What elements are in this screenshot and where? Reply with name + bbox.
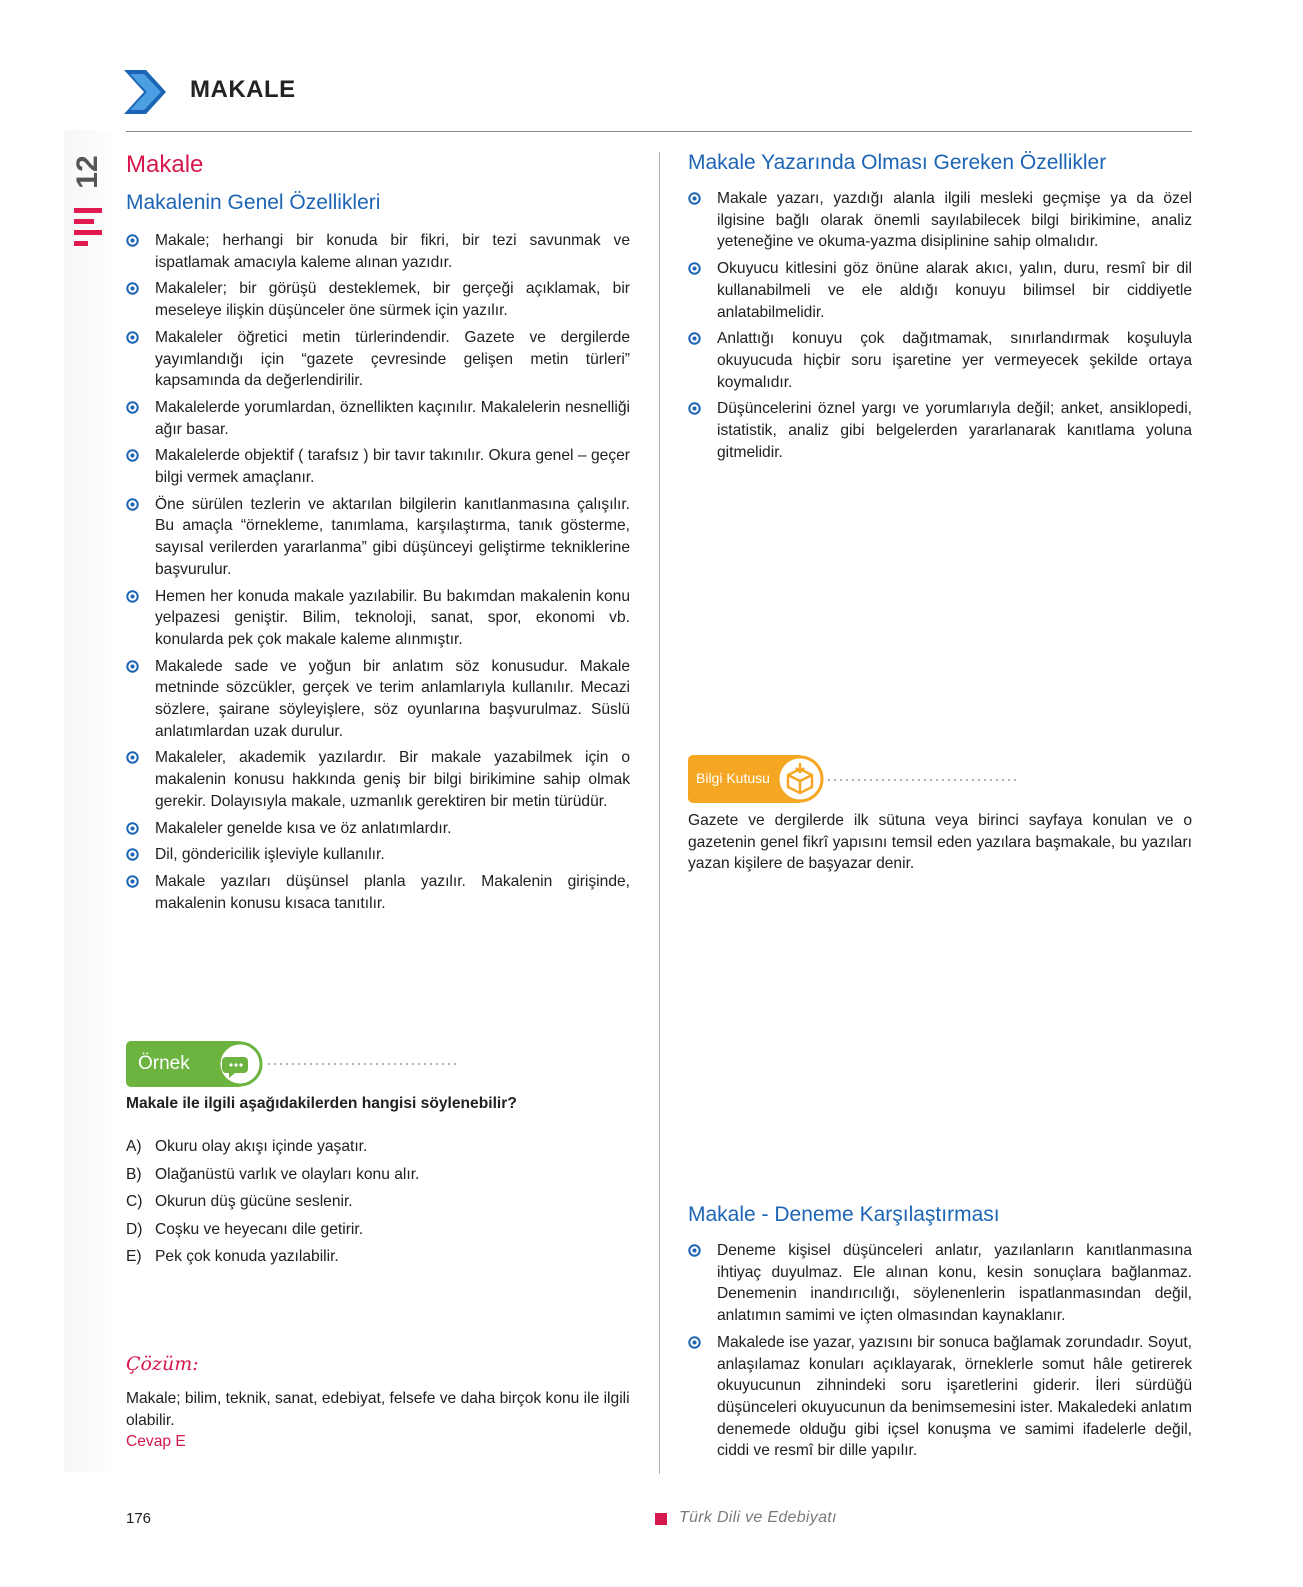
list-item [688,1332,1192,1462]
section-subheading: Makalenin Genel Özellikleri [126,191,381,214]
bullet-icon [688,332,701,345]
solution-label: Çözüm: [126,1353,199,1375]
option-letter: A) [126,1138,142,1155]
answer-option [126,1133,419,1161]
option-letter: E) [126,1248,142,1265]
list-item [126,656,630,743]
bullet-icon [688,1336,701,1349]
list-item-text: Deneme kişisel düşünceleri anlatır, yazılanların kanıtlanmasına ihtiyaç duyulmaz. Ele alınan konu, kesin sonuçlara bağlanmaz. Denemenin inandırıcılığı, söylenenlerin ispatlanmasından değil, anlatımın samimi ve içten olmasından kaynaklanır. [717,1242,1192,1325]
grade-tab [68,150,108,260]
list-item [126,871,630,914]
list-item [126,844,630,866]
list-item [688,328,1192,393]
left-column [126,148,630,919]
list-item-text: Hemen her konuda makale yazılabilir. Bu bakımdan makalenin konu yelpazesi geniştir. Bilim, teknoloji, sanat, spor, ekonomi vb. konularda pek çok makale kaleme alınmıştır. [155,587,630,648]
list-item [126,586,630,651]
list-item-text: Makaleler, akademik yazılardır. Bir makale yazabilmek için o makalenin konusu hakkında geniş bir bilgi birikimine sahip olmak gerekir. Dolayısıyla makale, uzmanlık gerektiren bir metin türüdür. [155,749,630,810]
dotted-line [266,1063,456,1065]
answer-option [126,1161,419,1189]
answer-option [126,1188,419,1216]
list-item [126,747,630,812]
bullet-icon [126,848,139,861]
bullet-icon [126,498,139,511]
comparison-section [688,1200,1192,1467]
list-item [688,1240,1192,1327]
list-item [688,188,1192,253]
option-text: Okuru olay akışı içinde yaşatır. [155,1138,368,1155]
bullet-icon [126,751,139,764]
side-strip [64,130,112,1472]
grade-bars [74,208,102,252]
list-item-text: Düşüncelerini öznel yargı ve yorumlarıyla değil; anket, ansiklopedi, istatistik, analiz gibi belgelerden yararlanarak kanıtlama yoluna gitmelidir. [717,400,1192,461]
list-item-text: Makaleler; bir görüşü desteklemek, bir gerçeği açıklamak, bir meseleye ilişkin düşünceler öne sürmek için yazılır. [155,280,630,320]
bullet-icon [126,590,139,603]
list-item [126,278,630,321]
list-item-text: Okuyucu kitlesini göz önüne alarak akıcı, yalın, duru, resmî bir dil kullanabilmeli ve ele aldığı konuyu bilimsel bir ciddiyetle anlatabilmelidir. [717,260,1192,321]
list-item-text: Makaleler öğretici metin türlerindendir. Gazete ve dergilerde yayımlandığı için “gazete çevresinde gelişen metin türleri” kapsamında da değerlendirilir. [155,328,630,390]
list-item-text: Makale yazıları düşünsel planla yazılır. Makalenin girişinde, makalenin konusu kısaca tanıtılır. [155,872,630,912]
author-features-list [688,188,1192,463]
bullet-icon [126,875,139,888]
bullet-icon [126,449,139,462]
grade-number: 12 [71,155,104,189]
general-features-list [126,230,630,914]
bullet-icon [126,660,139,673]
option-text: Coşku ve heyecanı dile getirir. [155,1220,364,1238]
list-item [126,397,630,440]
solution-text: Makale; bilim, teknik, sanat, edebiyat, felsefe ve daha birçok konu ile ilgili olabilir. [126,1390,630,1429]
comparison-list [688,1240,1192,1462]
bullet-icon [126,234,139,247]
bullet-icon [688,1244,701,1257]
section-heading-comparison: Makale - Deneme Karşılaştırması [688,1203,1000,1226]
right-column [688,148,1192,468]
list-item-text: Makalede sade ve yoğun bir anlatım söz konusudur. Makale metninde sözcükler, gerçek ve terim anlamlarıyla kullanılır. Mecazi sözlere, şairane söyleyişlere, söz oyunlarına başvurulmaz. Süslü anlatımlardan uzak durulur. [155,657,630,740]
list-item-text: Makalede ise yazar, yazısını bir sonuca bağlamak zorundadır. Soyut, anlaşılamaz konuları açıklayarak, örneklerle somut hâle getirerek okuyucunun zihnindeki soru işaretlerini giderir. İleri sürdüğü düşünceleri okuyucunun da benimsemesini ister. Makaledeki anlatım denemede olduğu gibi içsel konuşma ve samimi ifadelerle değil, ciddi ve resmî bir dille yapılır. [717,1333,1192,1460]
list-item-text: Makaleler genelde kısa ve öz anlatımlardır. [155,819,452,837]
book-title: Türk Dili ve Edebiyatı [679,1509,837,1526]
example-label: Örnek [138,1053,190,1074]
list-item [688,258,1192,323]
info-box-label: Bilgi Kutusu [696,770,770,786]
option-text: Olağanüstü varlık ve olayları konu alır. [155,1165,420,1183]
bullet-icon [126,401,139,414]
list-item [126,230,630,273]
list-item-text: Makalelerde yorumlardan, öznellikten kaçınılır. Makalelerin nesnelliği ağır basar. [155,398,630,438]
list-item [126,818,630,840]
list-item [688,398,1192,463]
option-letter: C) [126,1193,143,1210]
answer-options [126,1133,419,1271]
answer-option [126,1216,419,1244]
option-letter: D) [126,1220,143,1238]
option-text: Pek çok konuda yazılabilir. [155,1248,339,1265]
list-item [126,445,630,488]
list-item [126,327,630,392]
list-item-text: Makalelerde objektif ( tarafsız ) bir tavır takınılır. Okura genel – geçer bilgi vermek amaçlanır. [155,447,630,487]
list-item-text: Dil, göndericilik işleviyle kullanılır. [155,846,385,864]
solution-body [126,1388,634,1453]
list-item-text: Makale yazarı, yazdığı alanla ilgili mesleki geçmişe ya da özel ilgisine bağlı olarak önemli sayılabilecek bilgi birikimine, analiz yeteneğine ve okuma-yazma disiplinine sahip olmalıdır. [717,190,1192,251]
option-text: Okurun düş gücüne seslenir. [155,1193,353,1210]
list-item [126,494,630,581]
column-divider [659,152,660,1474]
answer-text: Cevap E [126,1433,186,1451]
page-number: 176 [126,1510,152,1527]
info-box-text: Gazete ve dergilerde ilk sütuna veya birinci sayfaya konulan ve o gazetenin genel fikrî yapısını temsil eden yazılara başmakale, bu yazıları yazan kişilere de başyazar denir. [688,812,1192,873]
bullet-icon [126,822,139,835]
list-item-text: Öne sürülen tezlerin ve aktarılan bilgilerin kanıtlanmasına çalışılır. Bu amaçla “örnekleme, tanımlama, karşılaştırma, tanık gösterme, sayısal verilerden yararlanma” gibi düşünceyi geliştirme tekniklerine başvurulur. [155,495,630,578]
option-letter: B) [126,1165,142,1183]
bullet-icon [126,282,139,295]
question-text: Makale ile ilgili aşağıdakilerden hangisi söylenebilir? [126,1095,517,1112]
bullet-icon [688,262,701,275]
header-divider [126,131,1192,132]
dotted-line [826,779,1016,781]
bullet-icon [688,402,701,415]
section-heading: Makale [126,151,204,178]
page-title: MAKALE [190,76,296,103]
answer-option [126,1243,419,1271]
section-heading-author: Makale Yazarında Olması Gereken Özellikler [688,151,1107,174]
footer-square-icon [655,1513,667,1525]
list-item-text: Makale; herhangi bir konuda bir fikri, bir tezi savunmak ve ispatlamak amacıyla kaleme alınan yazıdır. [155,232,630,271]
bullet-icon [688,192,701,205]
chevron-right-icon [124,70,166,114]
list-item-text: Anlattığı konuyu çok dağıtmamak, sınırlandırmak koşuluyla okuyucuda hiçbir soru işaretine yer vermeyecek şekilde ortaya koymalıdır. [717,330,1192,391]
bullet-icon [126,331,139,344]
